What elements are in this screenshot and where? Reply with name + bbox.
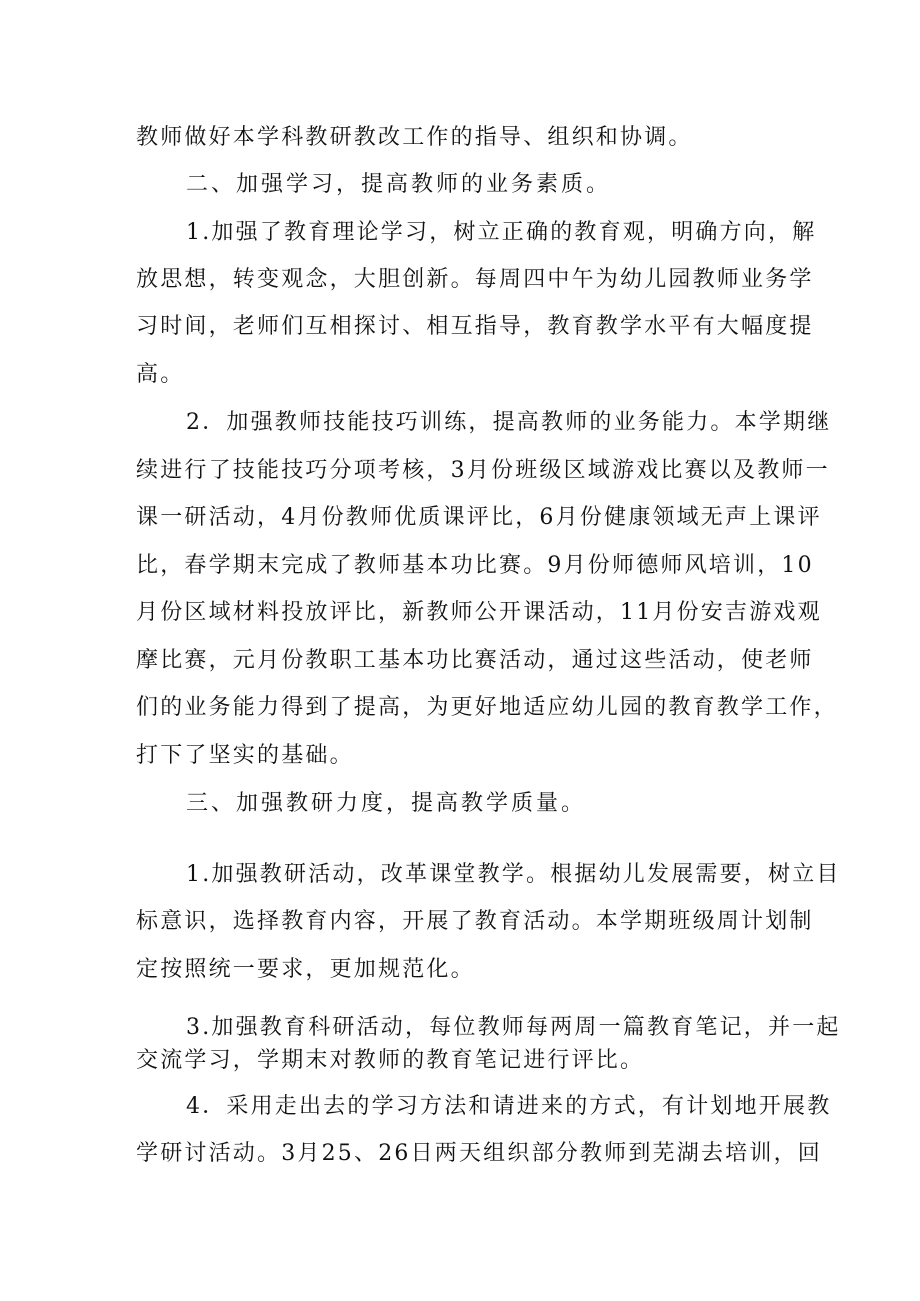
paragraph-line: 1.加强了教育理论学习，树立正确的教育观，明确方向，解 <box>186 220 817 245</box>
section-heading: 三、加强教研力度，提高教学质量。 <box>186 791 587 816</box>
paragraph-line: 们的业务能力得到了提高，为更好地适应幼儿园的教育教学工作， <box>136 695 838 720</box>
paragraph-line: 交流学习，学期末对教师的教育笔记进行评比。 <box>136 1048 645 1073</box>
paragraph-line: 学研讨活动。3月25、26日两天组织部分教师到芜湖去培训，回 <box>136 1141 822 1166</box>
paragraph-line: 高。 <box>136 362 185 387</box>
paragraph-line: 定按照统一要求，更加规范化。 <box>136 957 475 982</box>
paragraph-line: 比，春学期末完成了教师基本功比赛。9月份师德师风培训，10 <box>136 553 814 578</box>
paragraph-line: 3.加强教育科研活动，每位教师每两周一篇教育笔记，并一起 <box>186 1015 841 1040</box>
paragraph-line: 打下了坚实的基础。 <box>136 743 354 768</box>
paragraph-line: 教师做好本学科教研教改工作的指导、组织和协调。 <box>136 125 693 150</box>
paragraph-line: 放思想，转变观念，大胆创新。每周四中午为幼儿园教师业务学 <box>136 267 814 292</box>
paragraph-line: 课一研活动，4月份教师优质课评比，6月份健康领域无声上课评 <box>136 505 822 530</box>
paragraph-line: 标意识，选择教育内容，开展了教育活动。本学期班级周计划制 <box>136 909 814 934</box>
paragraph-line: 摩比赛，元月份教职工基本功比赛活动，通过这些活动，使老师 <box>136 648 814 673</box>
paragraph-line: 续进行了技能技巧分项考核，3月份班级区域游戏比赛以及教师一 <box>136 458 830 483</box>
section-heading: 二、加强学习，提高教师的业务素质。 <box>186 172 612 197</box>
paragraph-line: 月份区域材料投放评比，新教师公开课活动，11月份安吉游戏观 <box>136 600 822 625</box>
paragraph-line: 1.加强教研活动，改革课堂教学。根据幼儿发展需要，树立目 <box>186 862 841 887</box>
paragraph-line: 4．采用走出去的学习方法和请进来的方式，有计划地开展教 <box>186 1094 832 1119</box>
paragraph-line: 习时间，老师们互相探讨、相互指导，教育教学水平有大幅度提 <box>136 314 814 339</box>
paragraph-line: 2．加强教师技能技巧训练，提高教师的业务能力。本学期继 <box>186 410 832 435</box>
